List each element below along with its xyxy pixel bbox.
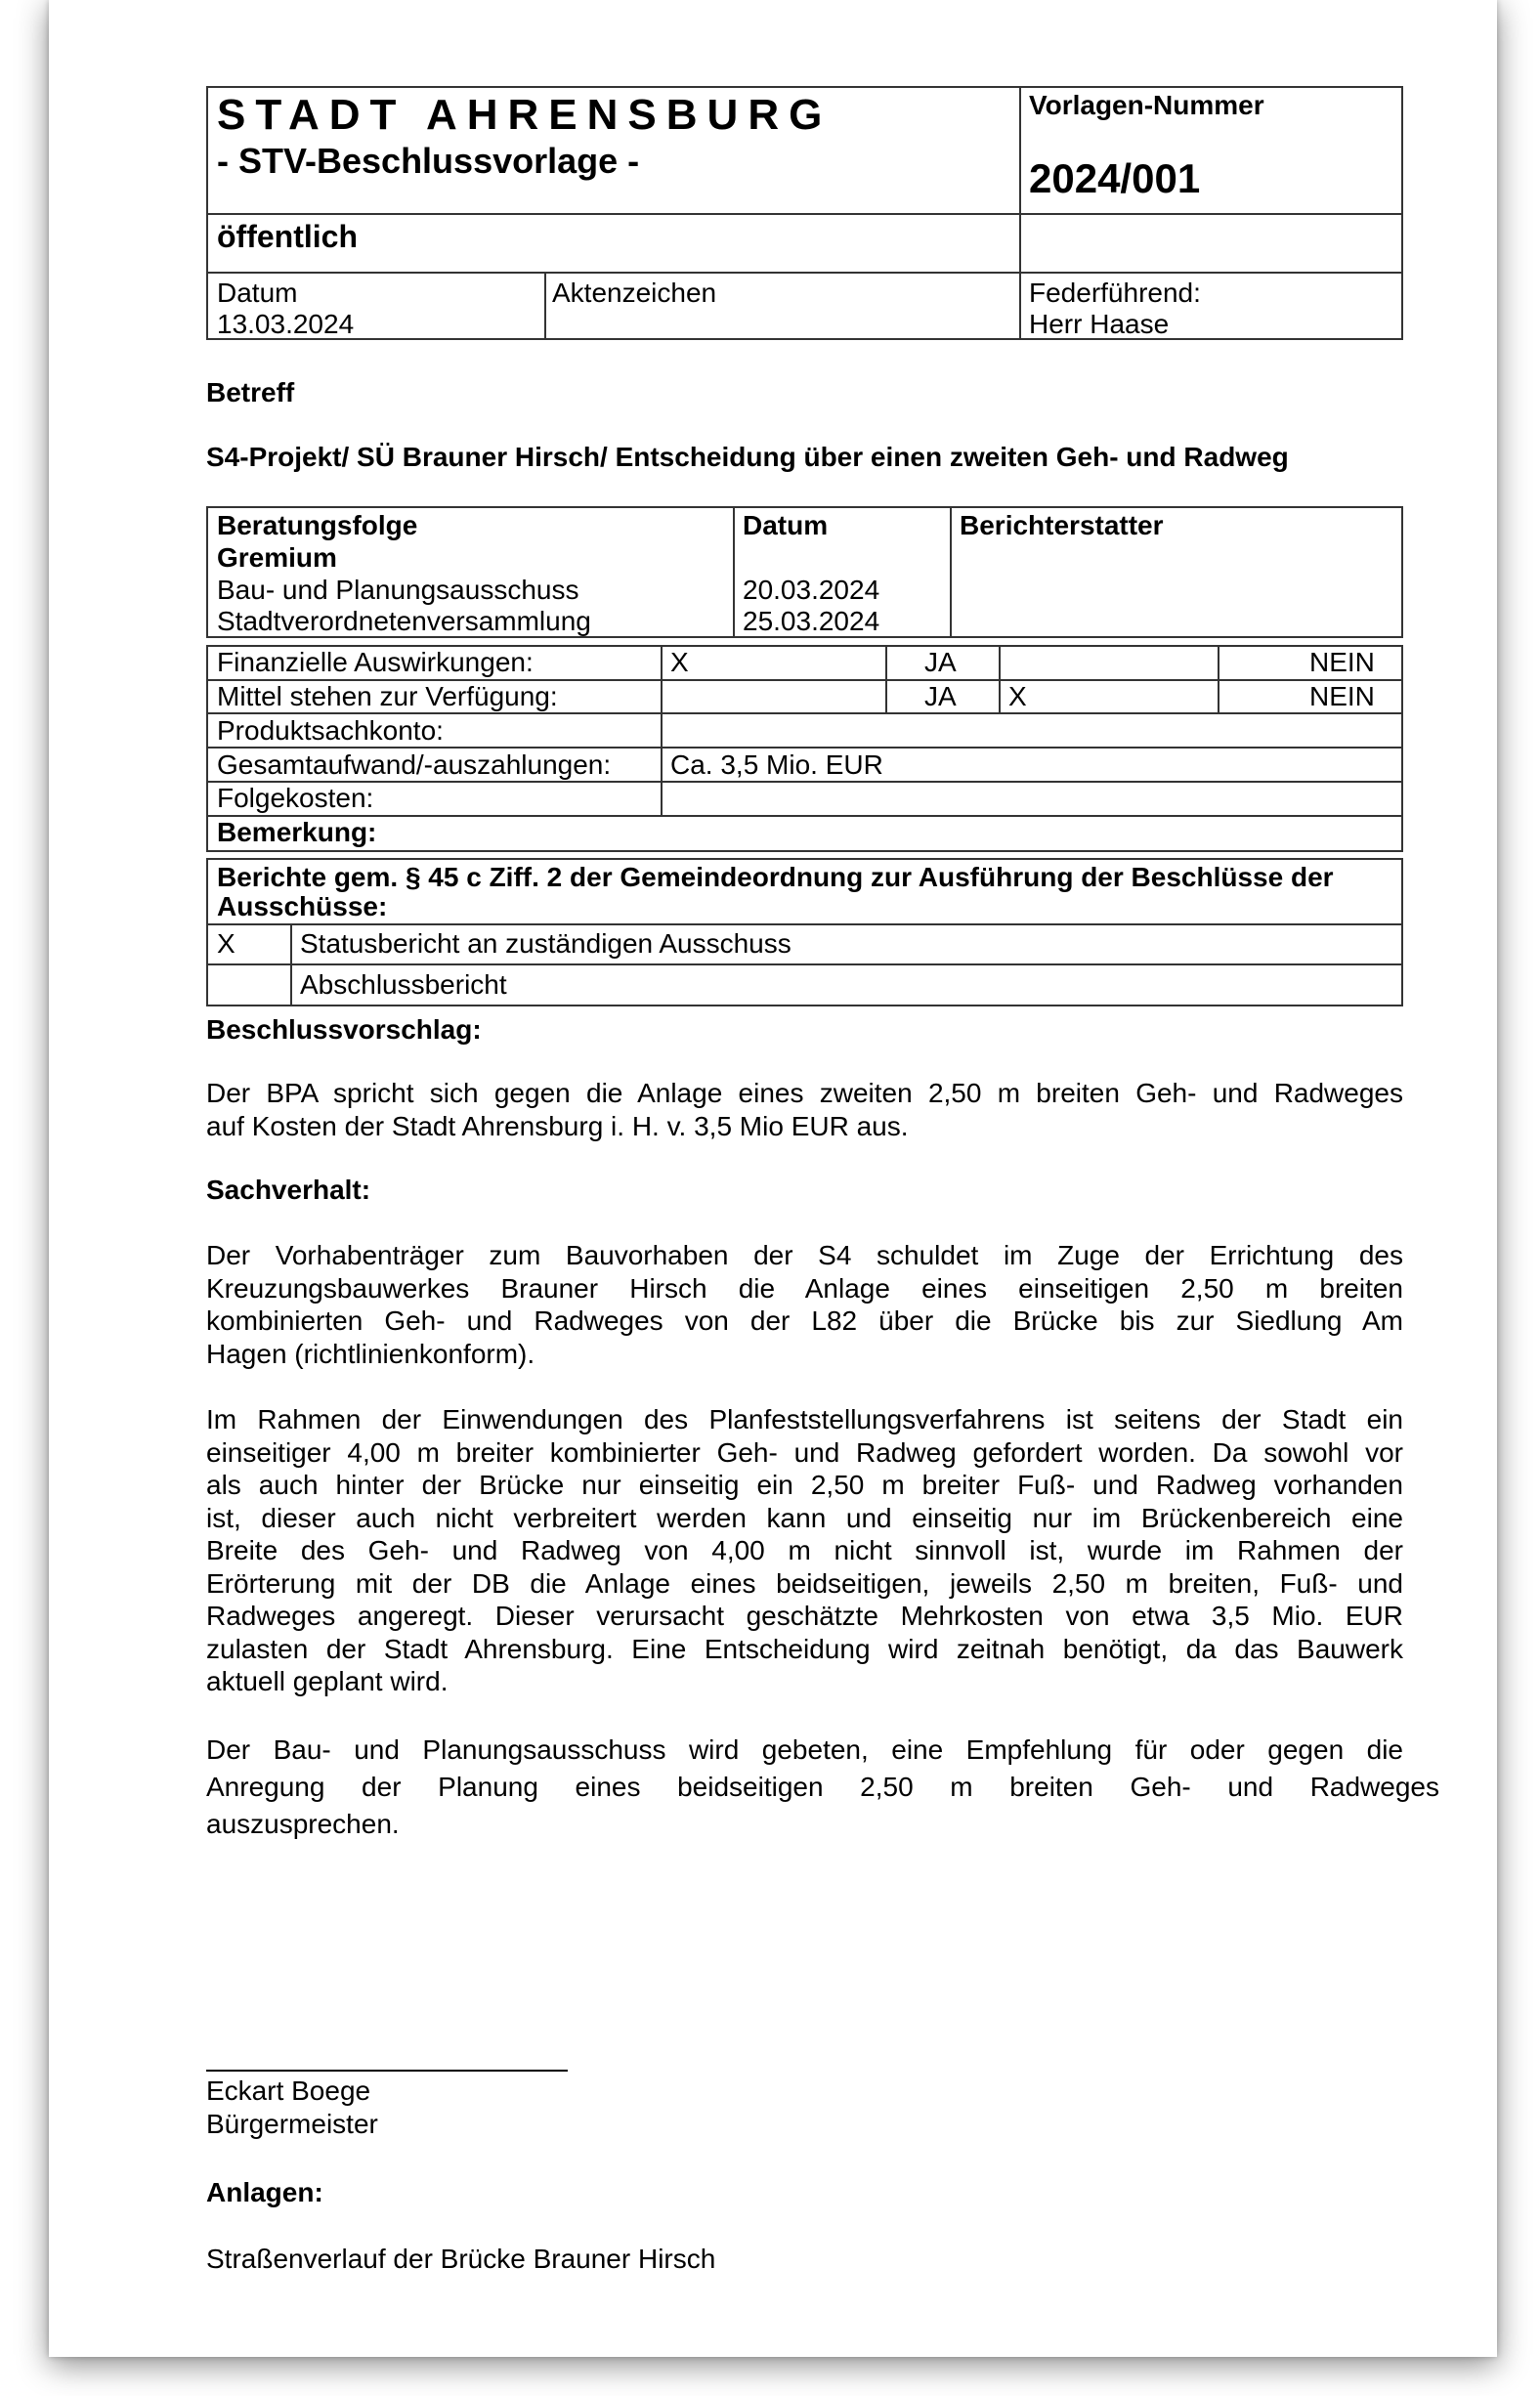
p2-line: Radweges angeregt. Dieser verursacht geschätzte Mehrkosten von etwa 3,5 Mio. EUR	[206, 1601, 1403, 1631]
vorlagen-number: 2024/001	[1029, 155, 1201, 201]
document-page	[49, 0, 1497, 2357]
sachverhalt-p3	[206, 1732, 1439, 1843]
datum-label: Datum	[217, 278, 298, 308]
fin-row1-label: Finanzielle Auswirkungen:	[217, 647, 534, 677]
sachverhalt-label: Sachverhalt:	[206, 1175, 371, 1205]
fin-row6-label: Bemerkung:	[217, 817, 377, 847]
signature-role: Bürgermeister	[206, 2109, 378, 2139]
status-label: öffentlich	[217, 219, 358, 254]
p2-line: als auch hinter der Brücke nur einseitig ein 2,50 m breiter Fuß- und Radweg vorhanden	[206, 1470, 1403, 1500]
p2-line: Erörterung mit der DB die Anlage eines beidseitigen, jeweils 2,50 m breiten, Fuß- und	[206, 1567, 1403, 1599]
fin-row1-x: X	[670, 647, 689, 677]
federfuehrend-label: Federführend:	[1029, 278, 1201, 308]
fin-row4-value: Ca. 3,5 Mio. EUR	[670, 749, 883, 780]
gremium-header: Gremium	[217, 542, 337, 573]
p1-line: Hagen (richtlinienkonform).	[206, 1338, 535, 1369]
fin-row3-label: Produktsachkonto:	[217, 715, 444, 746]
fin-row2-label: Mittel stehen zur Verfügung:	[217, 681, 558, 711]
p2-line: aktuell geplant wird.	[206, 1666, 449, 1696]
p2-line: Breite des Geh- und Radweg von 4,00 m nicht sinnvoll ist, wurde im Rahmen der	[206, 1535, 1403, 1565]
sachverhalt-p2	[206, 1403, 1403, 1698]
berichterstatter-header: Berichterstatter	[960, 510, 1164, 540]
beschlussvorschlag-text	[206, 1077, 1403, 1142]
beratung-header: Beratungsfolge	[217, 510, 418, 540]
fin-row5-label: Folgekosten:	[217, 783, 374, 813]
p2-line: einseitiger 4,00 m breiter kombinierter Geh- und Radweg gefordert worden. Da sowohl vor	[206, 1436, 1403, 1468]
p2-line: zulasten der Stadt Ahrensburg. Eine Entscheidung wird zeitnah benötigt, da das Bauwerk	[206, 1633, 1403, 1664]
datum-value: 13.03.2024	[217, 309, 355, 339]
beschluss-line: auf Kosten der Stadt Ahrensburg i. H. v. 3,5 Mio EUR aus.	[206, 1110, 909, 1141]
fin-row1-ja: JA	[924, 647, 957, 677]
sachverhalt-p1	[206, 1239, 1403, 1370]
berichte-row1-text: Statusbericht an zuständigen Ausschuss	[300, 928, 791, 959]
p3-line: Anregung der Planung eines beidseitigen 2,50 m breiten Geh- und Radweges	[206, 1772, 1439, 1802]
fin-row4-label: Gesamtaufwand/-auszahlungen:	[217, 749, 612, 780]
gremium-row-2: Stadtverordnetenversammlung	[217, 606, 591, 636]
vorlagen-label: Vorlagen-Nummer	[1029, 90, 1264, 120]
fin-row2-x: X	[1008, 681, 1027, 711]
beschlussvorschlag-label: Beschlussvorschlag:	[206, 1014, 482, 1045]
p1-line: Kreuzungsbauwerkes Brauner Hirsch die Anlage eines einseitigen 2,50 m breiten	[206, 1272, 1403, 1304]
betreff-label: Betreff	[206, 377, 295, 407]
p3-line: auszusprechen.	[206, 1809, 400, 1839]
berichte-header-1: Berichte gem. § 45 c Ziff. 2 der Gemeindeordnung zur Ausführung der Beschlüsse der	[217, 862, 1334, 892]
signature-name: Eckart Boege	[206, 2075, 371, 2106]
berichte-row2-text: Abschlussbericht	[300, 969, 507, 1000]
datum-row-2: 25.03.2024	[743, 606, 880, 636]
p1-line: kombinierten Geh- und Radweges von der L82 über die Brücke bis zur Siedlung Am	[206, 1305, 1403, 1336]
fin-row2-ja: JA	[924, 681, 957, 711]
betreff-title: S4-Projekt/ SÜ Brauner Hirsch/ Entscheidung über einen zweiten Geh- und Radweg	[206, 442, 1289, 472]
anlagen-item: Straßenverlauf der Brücke Brauner Hirsch	[206, 2244, 716, 2274]
p2-line: Im Rahmen der Einwendungen des Planfeststellungsverfahrens ist seitens der Stadt ein	[206, 1404, 1403, 1434]
signature-line	[206, 2070, 568, 2072]
fin-row1-nein: NEIN	[1309, 647, 1375, 677]
aktenzeichen-label: Aktenzeichen	[552, 278, 717, 308]
p3-line: Der Bau- und Planungsausschuss wird gebeten, eine Empfehlung für oder gegen die	[206, 1734, 1403, 1765]
doc-type: - STV-Beschlussvorlage -	[217, 141, 640, 181]
fin-row2-nein: NEIN	[1309, 681, 1375, 711]
gremium-row-1: Bau- und Planungsausschuss	[217, 575, 579, 605]
federfuehrend-value: Herr Haase	[1029, 309, 1170, 339]
p2-line: ist, dieser auch nicht verbreitert werden kann und einseitig nur im Brückenbereich eine	[206, 1502, 1403, 1533]
city-name: STADT AHRENSBURG	[217, 91, 833, 139]
p1-line: Der Vorhabenträger zum Bauvorhaben der S4 schuldet im Zuge der Errichtung des	[206, 1240, 1403, 1270]
beratung-datum-header: Datum	[743, 510, 829, 540]
berichte-row1-mark: X	[217, 928, 235, 959]
beschluss-line: Der BPA spricht sich gegen die Anlage eines zweiten 2,50 m breiten Geh- und Radweges	[206, 1078, 1403, 1108]
datum-row-1: 20.03.2024	[743, 575, 880, 605]
anlagen-label: Anlagen:	[206, 2177, 323, 2207]
berichte-header-2: Ausschüsse:	[217, 891, 388, 921]
